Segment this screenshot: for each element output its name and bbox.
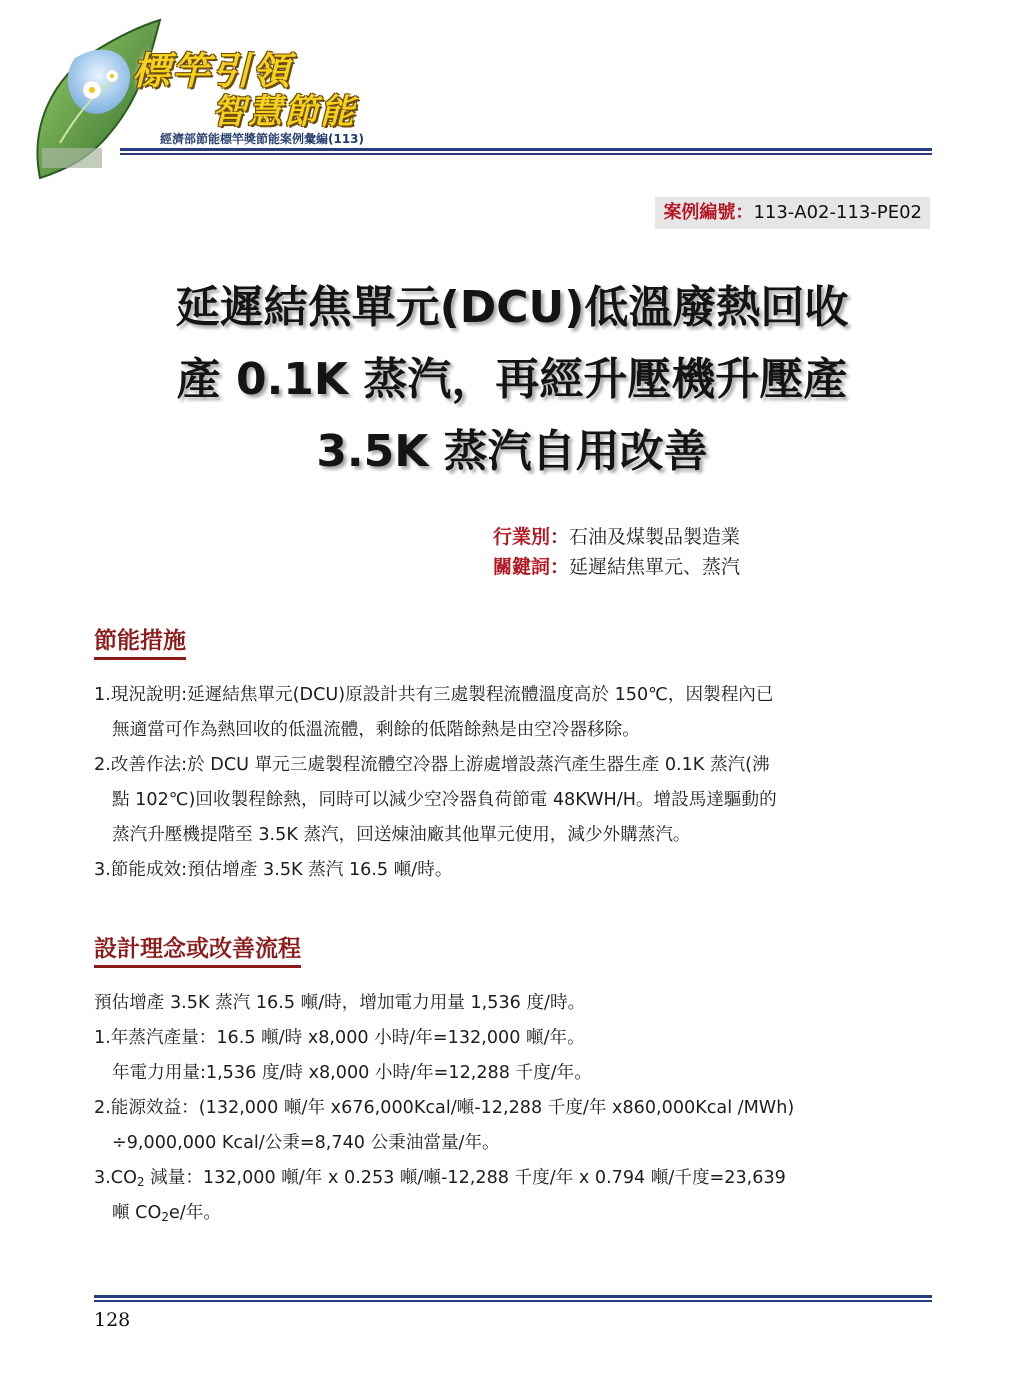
- keywords-row: [493, 552, 740, 582]
- body-line: 蒸汽升壓機提階至 3.5K 蒸汽，回送煉油廠其他單元使用，減少外購蒸汽。: [112, 825, 691, 845]
- co2-line: [94, 1161, 934, 1196]
- footer-rule-thin: [94, 1300, 932, 1302]
- co2-rest: 減量：132,000 噸/年 x 0.253 噸/噸-12,288 千度/年 x 0.794 噸/千度=23,639: [144, 1168, 786, 1188]
- body-line: 點 102℃)回收製程餘熱，同時可以減少空冷器負荷節電 48KWH/H。增設馬達驅動的: [112, 790, 777, 810]
- section-body-measures: [94, 678, 934, 888]
- co2-line2-subscript: 2: [161, 1210, 169, 1224]
- title-line-1: 延遲結焦單元(DCU)低溫廢熱回收: [175, 282, 849, 333]
- body-line: 2.改善作法:於 DCU 單元三處製程流體空冷器上游處增設蒸汽產生器生產 0.1K 蒸汽(沸: [94, 755, 770, 775]
- logo-slogan-line2: 智慧節能: [212, 92, 356, 132]
- co2-line2-rest: e/年。: [168, 1203, 221, 1223]
- header-rule: [120, 148, 932, 151]
- body-line: ÷9,000,000 Kcal/公秉=8,740 公秉油當量/年。: [112, 1133, 500, 1153]
- co2-subscript: 2: [136, 1175, 145, 1189]
- industry-row: [493, 522, 740, 552]
- section-heading-measures: 節能措施: [94, 622, 186, 660]
- keywords-label: 關鍵詞：: [493, 556, 570, 578]
- co2-line-2: [94, 1196, 934, 1231]
- header-rule-thin: [120, 153, 932, 155]
- body-line: 年電力用量:1,536 度/時 x8,000 小時/年=12,288 千度/年。: [112, 1063, 592, 1083]
- body-line: 3.節能成效:預估增產 3.5K 蒸汽 16.5 噸/時。: [94, 860, 453, 880]
- co2-prefix: 3.CO: [94, 1168, 137, 1188]
- title-line-3: 3.5K 蒸汽自用改善: [316, 426, 708, 477]
- keywords-value: 延遲結焦單元、蒸汽: [569, 556, 741, 578]
- industry-label: 行業別：: [493, 526, 570, 548]
- co2-line2-prefix: 噸 CO: [112, 1203, 162, 1223]
- footer-rule: [94, 1295, 932, 1298]
- industry-value: 石油及煤製品製造業: [569, 526, 741, 548]
- title-line-2: 產 0.1K 蒸汽，再經升壓機升壓產: [176, 354, 848, 405]
- page-header: [0, 0, 1024, 200]
- body-line: 1.現況說明:延遲結焦單元(DCU)原設計共有三處製程流體溫度高於 150℃，因製程內已: [94, 685, 774, 705]
- case-meta: [493, 522, 740, 582]
- case-number-box: [655, 197, 930, 229]
- page-title: [0, 272, 1024, 488]
- case-number-value: 113-A02-113-PE02: [753, 202, 922, 223]
- section-heading-design: 設計理念或改善流程: [94, 930, 301, 968]
- header-subtitle: 經濟部節能標竿獎節能案例彙編(113): [160, 132, 365, 146]
- body-line: 2.能源效益：(132,000 噸/年 x676,000Kcal/噸-12,288 千度/年 x860,000Kcal /MWh): [94, 1098, 795, 1118]
- page-number: 128: [94, 1309, 131, 1331]
- body-line: 1.年蒸汽產量：16.5 噸/時 x8,000 小時/年=132,000 噸/年。: [94, 1028, 585, 1048]
- body-line: 無適當可作為熱回收的低溫流體，剩餘的低階餘熱是由空冷器移除。: [112, 720, 640, 740]
- section-body-design: [94, 986, 934, 1231]
- body-line: 預估增產 3.5K 蒸汽 16.5 噸/時，增加電力用量 1,536 度/時。: [94, 993, 586, 1013]
- logo-slogan-line1: 標竿引領: [132, 48, 293, 93]
- case-number-label: 案例編號：: [663, 202, 754, 223]
